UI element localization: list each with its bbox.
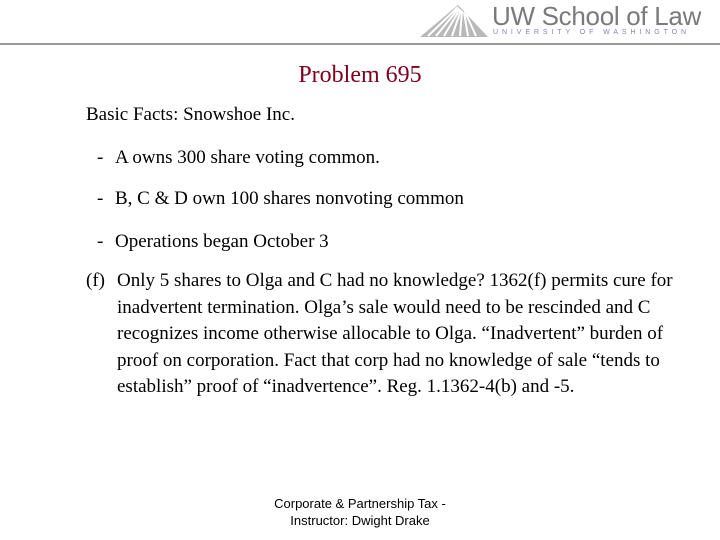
bullet-text: B, C & D own 100 shares nonvoting common	[115, 188, 464, 209]
bullet-item	[97, 188, 464, 210]
basic-facts: Basic Facts: Snowshoe Inc.	[86, 104, 295, 125]
header-divider	[0, 43, 720, 45]
slide-title: Problem 695	[298, 62, 422, 88]
bullet-dash: -	[97, 231, 104, 252]
bullet-dash: -	[97, 147, 104, 168]
uw-logo-icon	[420, 5, 490, 39]
header	[0, 0, 720, 46]
footer-instructor: Instructor: Dwight Drake	[290, 513, 430, 528]
bullet-text: A owns 300 share voting common.	[115, 147, 380, 168]
footer	[210, 495, 510, 529]
bullet-text: Operations began October 3	[115, 231, 329, 252]
item-f-label: (f)	[86, 270, 105, 291]
logo-subtitle: UNIVERSITY OF WASHINGTON	[493, 29, 690, 36]
item-f	[86, 268, 686, 401]
footer-course: Corporate & Partnership Tax -	[274, 496, 446, 511]
item-f-text: Only 5 shares to Olga and C had no knowledge? 1362(f) permits cure for inadvertent termination. Olga’s sale would need to be rescinded and C recognizes income otherwise allocable to Olga. “Inadvertent” burden of proof on corporation. Fact that corp had no knowledge of sale “tends to establish” proof of “inadvertence”. Reg. 1.1362-4(b) and -5.	[117, 270, 673, 397]
bullet-item	[97, 147, 380, 169]
logo-title: UW School of Law	[492, 1, 702, 31]
bullet-dash: -	[97, 188, 104, 209]
bullet-item	[97, 231, 329, 253]
